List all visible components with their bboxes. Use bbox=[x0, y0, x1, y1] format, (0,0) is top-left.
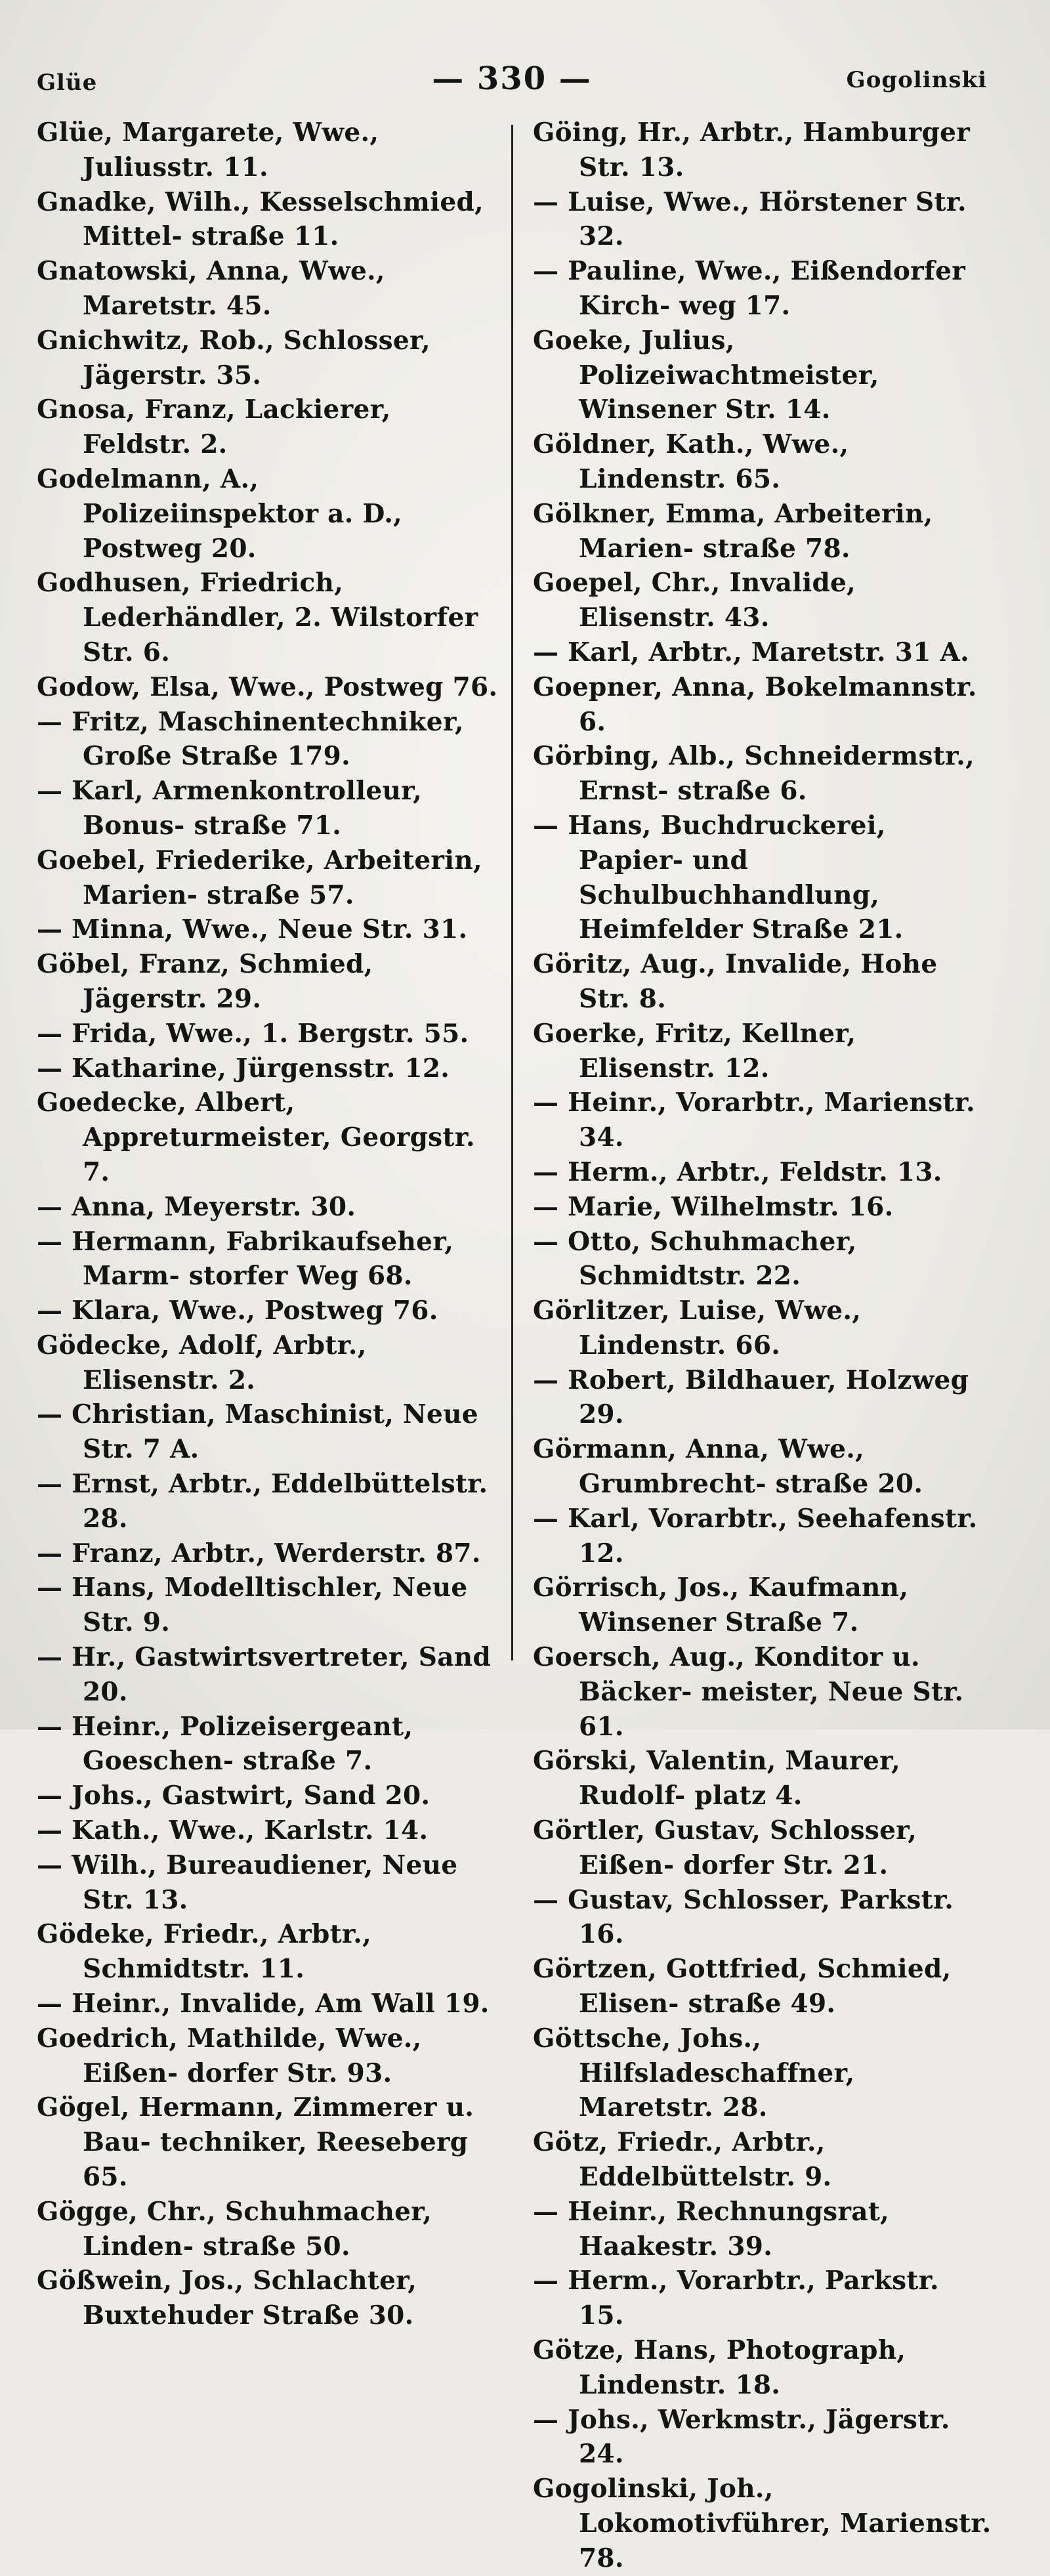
directory-entry: — Hermann, Fabrikaufseher, Marm- storfer Weg 68. bbox=[37, 1226, 454, 1292]
directory-entry: — Katharine, Jürgensstr. 12. bbox=[37, 1053, 450, 1084]
directory-entry: Görmann, Anna, Wwe., Grumbrecht- straße 20. bbox=[533, 1434, 923, 1500]
directory-entry: — Frida, Wwe., 1. Bergstr. 55. bbox=[37, 1018, 469, 1049]
directory-entry: Göttsche, Johs., Hilfsladeschaffner, Maretstr. 28. bbox=[533, 2023, 855, 2123]
directory-entry: Goebel, Friederike, Arbeiterin, Marien- straße 57. bbox=[37, 845, 482, 910]
directory-entry: Goeke, Julius, Polizeiwachtmeister, Winsener Str. 14. bbox=[533, 325, 879, 425]
directory-entry: — Hans, Buchdruckerei, Papier- und Schulbuchhandlung, Heimfelder Straße 21. bbox=[533, 810, 904, 945]
directory-entry: Gödecke, Adolf, Arbtr., Elisenstr. 2. bbox=[37, 1330, 367, 1395]
directory-entry: Görrisch, Jos., Kaufmann, Winsener Straße 7. bbox=[533, 1573, 909, 1638]
directory-entry: Gogolinski, Joh., Lokomotivführer, Marienstr. 78. bbox=[533, 2474, 992, 2573]
right-column bbox=[533, 116, 992, 2576]
directory-entry: — Johs., Gastwirt, Sand 20. bbox=[37, 1781, 430, 1811]
directory-entry: Görtler, Gustav, Schlosser, Eißen- dorfer Str. 21. bbox=[533, 1815, 917, 1880]
directory-entry: Gnadke, Wilh., Kesselschmied, Mittel- straße 11. bbox=[37, 186, 484, 252]
directory-entry: Göing, Hr., Arbtr., Hamburger Str. 13. bbox=[533, 117, 971, 182]
directory-entry: Götz, Friedr., Arbtr., Eddelbüttelstr. 9. bbox=[533, 2127, 832, 2193]
directory-entry: Gnosa, Franz, Lackierer, Feldstr. 2. bbox=[37, 394, 391, 460]
directory-entry: Goepel, Chr., Invalide, Elisenstr. 43. bbox=[533, 568, 856, 633]
directory-entry: Götze, Hans, Photograph, Lindenstr. 18. bbox=[533, 2335, 906, 2400]
directory-entry: — Wilh., Bureaudiener, Neue Str. 13. bbox=[37, 1849, 458, 1915]
directory-entry: — Karl, Vorarbtr., Seehafenstr. 12. bbox=[533, 1503, 978, 1569]
directory-entry: Göritz, Aug., Invalide, Hohe Str. 8. bbox=[533, 949, 938, 1014]
column-divider bbox=[511, 125, 513, 1660]
directory-entry: Gößwein, Jos., Schlachter, Buxtehuder Straße 30. bbox=[37, 2266, 417, 2331]
directory-entry: Goepner, Anna, Bokelmannstr. 6. bbox=[533, 671, 977, 737]
directory-entry: — Anna, Meyerstr. 30. bbox=[37, 1191, 356, 1222]
directory-entry: Gödeke, Friedr., Arbtr., Schmidtstr. 11. bbox=[37, 1919, 371, 1985]
directory-entry: — Fritz, Maschinentechniker, Große Straße 179. bbox=[37, 706, 464, 772]
directory-entry: Glüe, Margarete, Wwe., Juliusstr. 11. bbox=[37, 117, 379, 182]
directory-entry: Göldner, Kath., Wwe., Lindenstr. 65. bbox=[533, 429, 849, 494]
directory-entry: — Herm., Vorarbtr., Parkstr. 15. bbox=[533, 2266, 939, 2331]
left-column bbox=[37, 116, 503, 2333]
directory-entry: — Klara, Wwe., Postweg 76. bbox=[37, 1296, 438, 1326]
directory-entry: — Robert, Bildhauer, Holzweg 29. bbox=[533, 1364, 969, 1430]
directory-entry: — Christian, Maschinist, Neue Str. 7 A. bbox=[37, 1399, 478, 1465]
directory-entry: Goerke, Fritz, Kellner, Elisenstr. 12. bbox=[533, 1018, 856, 1084]
directory-entry: — Herm., Arbtr., Feldstr. 13. bbox=[533, 1156, 942, 1187]
directory-entry: — Pauline, Wwe., Eißendorfer Kirch- weg 17. bbox=[533, 256, 966, 321]
directory-entry: — Karl, Armenkontrolleur, Bonus- straße 71. bbox=[37, 776, 423, 841]
directory-entry: — Johs., Werkmstr., Jägerstr. 24. bbox=[533, 2404, 950, 2470]
directory-entry: Goedrich, Mathilde, Wwe., Eißen- dorfer Str. 93. bbox=[37, 2023, 422, 2088]
directory-entry: Goersch, Aug., Konditor u. Bäcker- meister, Neue Str. 61. bbox=[533, 1642, 964, 1742]
directory-entry: Görlitzer, Luise, Wwe., Lindenstr. 66. bbox=[533, 1296, 862, 1361]
directory-entry: — Karl, Arbtr., Maretstr. 31 A. bbox=[533, 637, 969, 667]
directory-entry: — Marie, Wilhelmstr. 16. bbox=[533, 1191, 894, 1222]
directory-entry: — Hr., Gastwirtsvertreter, Sand 20. bbox=[37, 1642, 492, 1707]
directory-entry: — Heinr., Invalide, Am Wall 19. bbox=[37, 1989, 490, 2019]
directory-entry: Gögel, Hermann, Zimmerer u. Bau- techniker, Reeseberg 65. bbox=[37, 2092, 474, 2193]
directory-entry: — Kath., Wwe., Karlstr. 14. bbox=[37, 1815, 429, 1846]
directory-entry: Gölkner, Emma, Arbeiterin, Marien- straße 78. bbox=[533, 498, 933, 564]
directory-entry: Görbing, Alb., Schneidermstr., Ernst- straße 6. bbox=[533, 741, 975, 807]
directory-entry: Göbel, Franz, Schmied, Jägerstr. 29. bbox=[37, 949, 373, 1014]
directory-entry: Godelmann, A., Polizeiinspektor a. D., Postweg 20. bbox=[37, 463, 402, 564]
directory-entry: — Franz, Arbtr., Werderstr. 87. bbox=[37, 1538, 481, 1569]
header-left-keyword: Glüe bbox=[37, 70, 98, 96]
directory-entry: — Hans, Modelltischler, Neue Str. 9. bbox=[37, 1573, 468, 1638]
directory-entry: — Otto, Schuhmacher, Schmidtstr. 22. bbox=[533, 1226, 857, 1292]
directory-entry: Godow, Elsa, Wwe., Postweg 76. bbox=[37, 671, 498, 702]
directory-entry: Godhusen, Friedrich, Lederhändler, 2. Wilstorfer Str. 6. bbox=[37, 568, 478, 667]
directory-entry: — Luise, Wwe., Hörstener Str. 32. bbox=[533, 186, 967, 252]
page-header bbox=[37, 60, 987, 100]
header-right-keyword: Gogolinski bbox=[846, 67, 987, 93]
directory-entry: Gnichwitz, Rob., Schlosser, Jägerstr. 35. bbox=[37, 325, 430, 391]
directory-entry: Gögge, Chr., Schuhmacher, Linden- straße 50. bbox=[37, 2196, 432, 2262]
directory-entry: — Heinr., Rechnungsrat, Haakestr. 39. bbox=[533, 2196, 890, 2262]
directory-entry: — Minna, Wwe., Neue Str. 31. bbox=[37, 914, 468, 945]
directory-entry: — Gustav, Schlosser, Parkstr. 16. bbox=[533, 1884, 954, 1950]
directory-entry: — Ernst, Arbtr., Eddelbüttelstr. 28. bbox=[37, 1469, 488, 1534]
page-number: — 330 — bbox=[432, 60, 592, 97]
directory-entry: Gnatowski, Anna, Wwe., Maretstr. 45. bbox=[37, 256, 385, 321]
directory-entry: Görski, Valentin, Maurer, Rudolf- platz 4. bbox=[533, 1746, 901, 1811]
directory-entry: — Heinr., Polizeisergeant, Goeschen- straße 7. bbox=[37, 1711, 413, 1777]
directory-entry: — Heinr., Vorarbtr., Marienstr. 34. bbox=[533, 1087, 975, 1153]
directory-entry: Görtzen, Gottfried, Schmied, Elisen- straße 49. bbox=[533, 1954, 952, 2019]
directory-entry: Goedecke, Albert, Appreturmeister, Georgstr. 7. bbox=[37, 1087, 475, 1187]
